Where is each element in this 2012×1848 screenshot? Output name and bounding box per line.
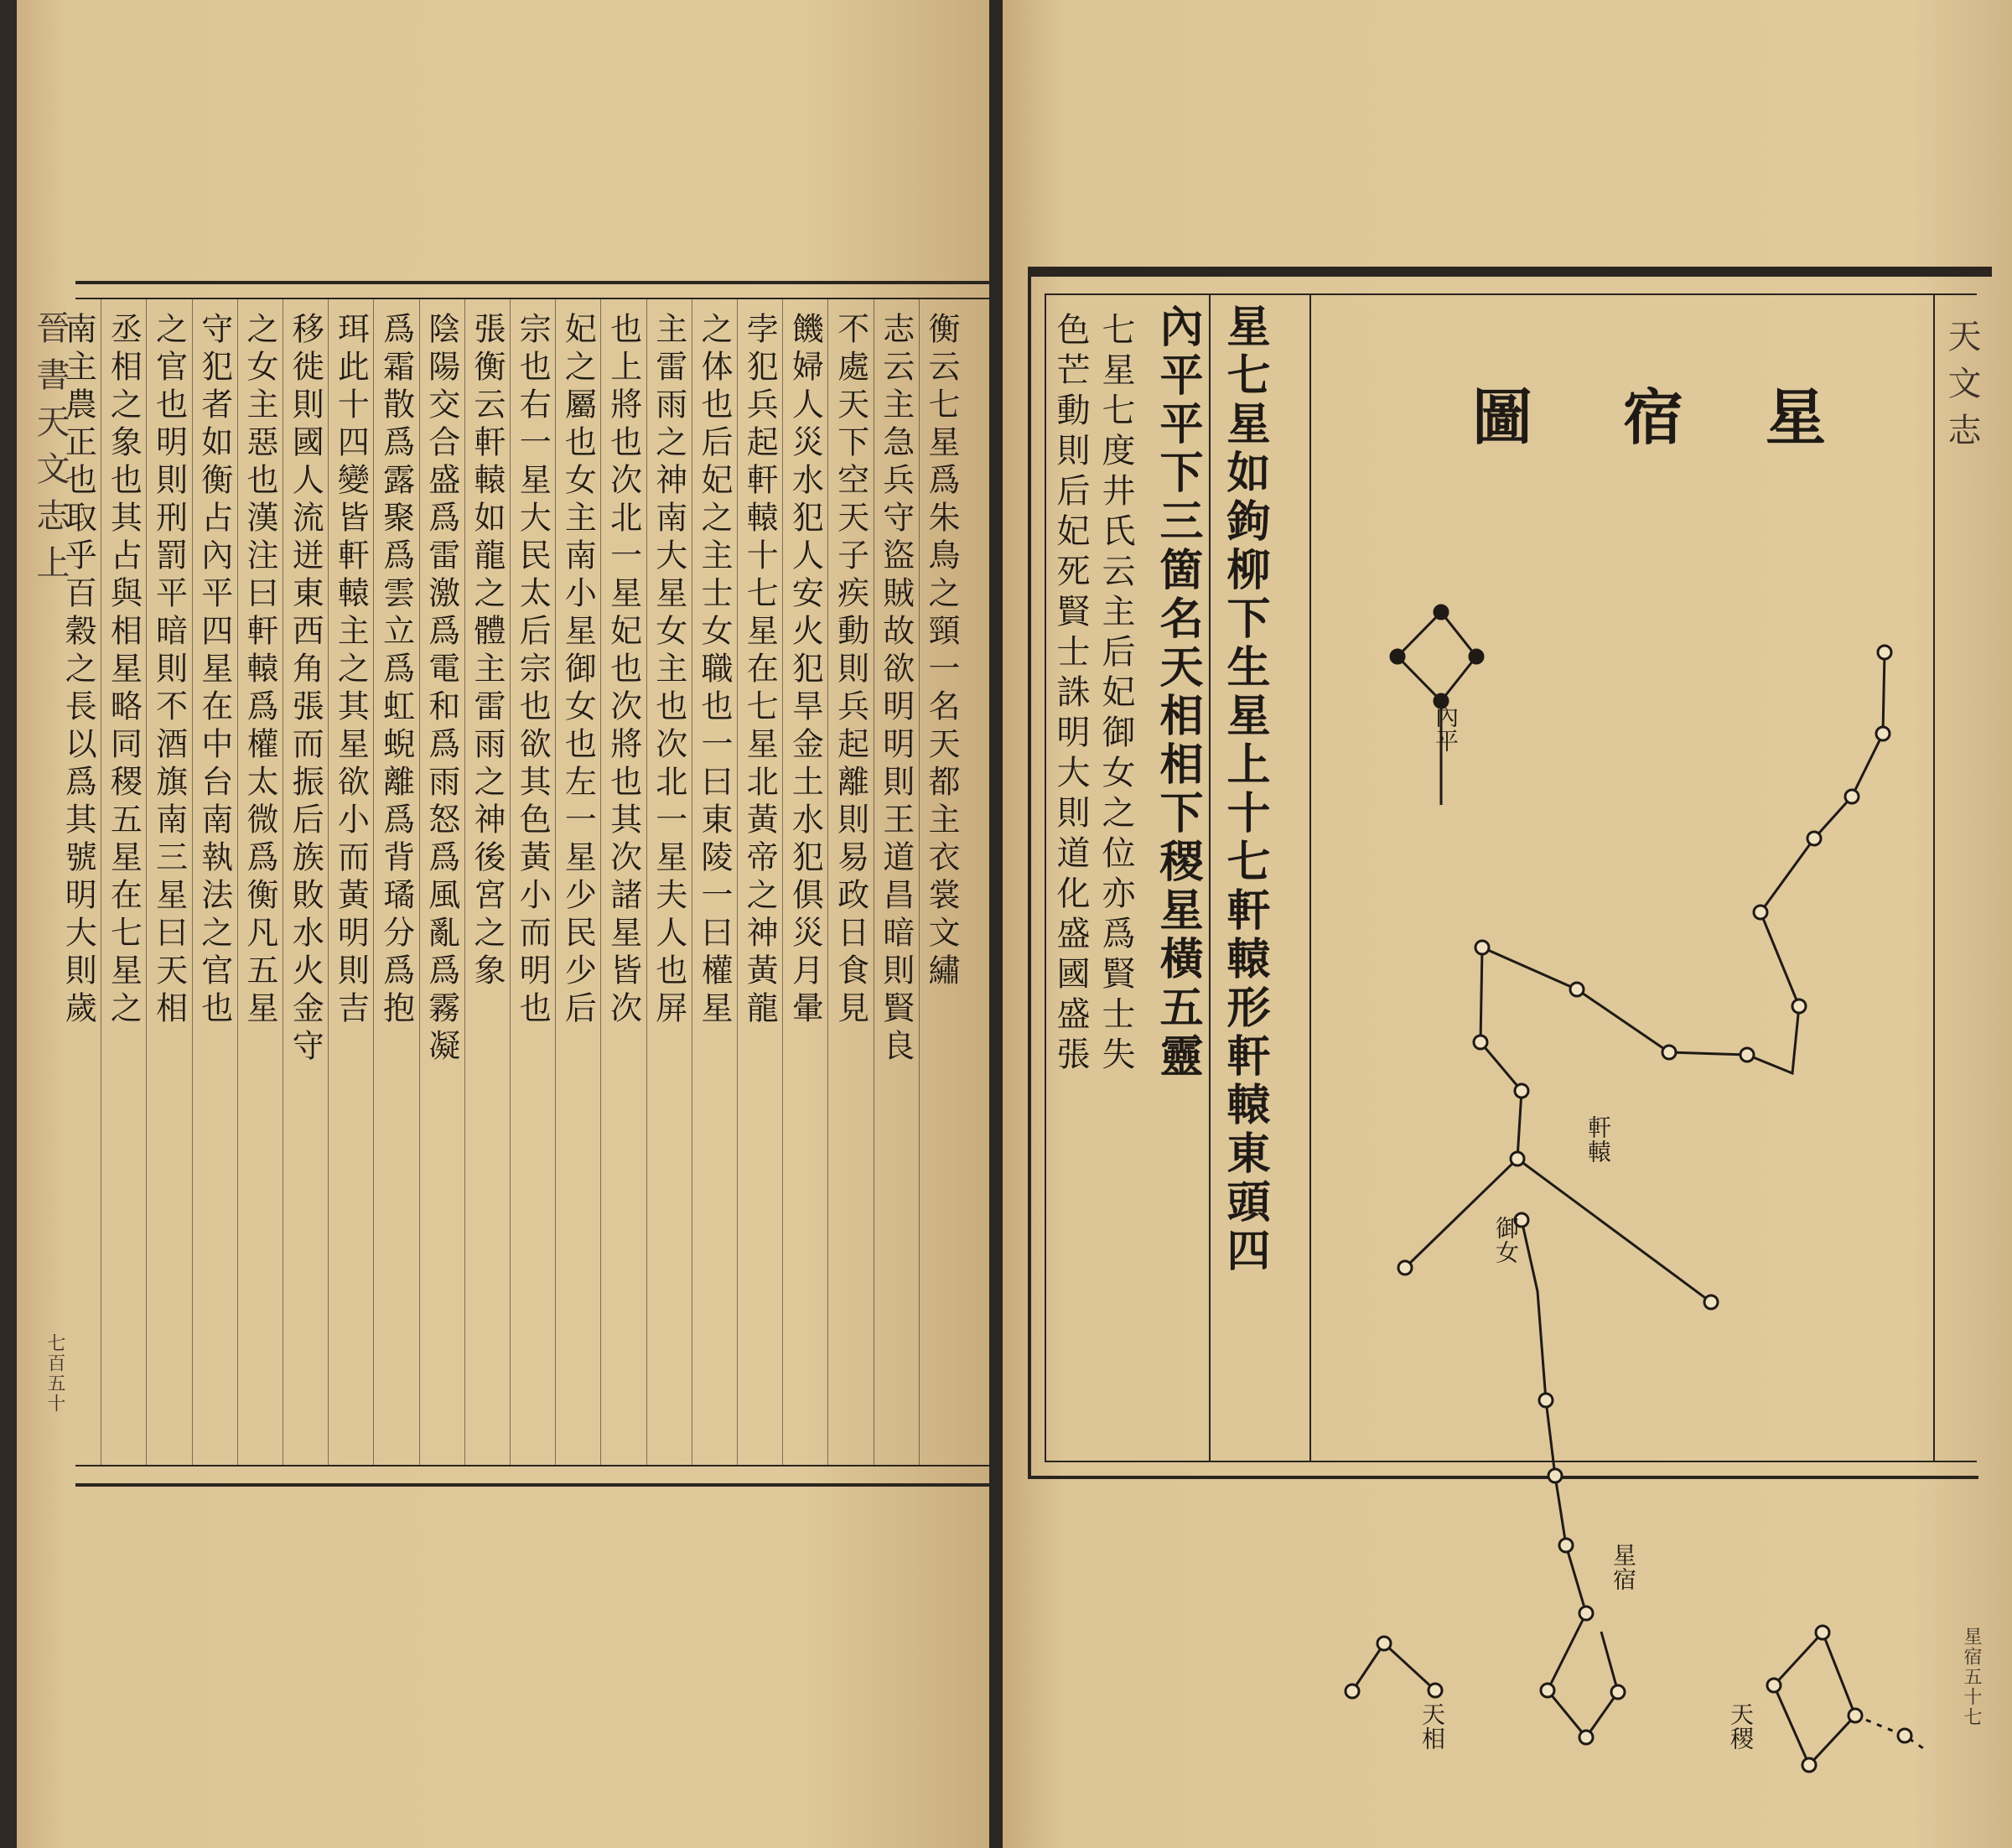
tianxiang-lines bbox=[1352, 1643, 1435, 1691]
column-rule bbox=[510, 298, 511, 1465]
text-column: 衡云七星爲朱鳥之頸一名天都主衣裳文繡 bbox=[923, 312, 960, 991]
column-rule bbox=[919, 298, 920, 1465]
star-map-diagram bbox=[1003, 0, 2012, 1848]
label-xuanyuan: 軒轅 bbox=[1584, 1115, 1612, 1164]
star-dot bbox=[1346, 1684, 1359, 1698]
star-dot bbox=[1475, 941, 1489, 954]
xuanyuan-lines bbox=[1405, 652, 1885, 1268]
column-rule bbox=[464, 298, 465, 1465]
text-column: 爲霜散爲露聚爲雲立爲虹蜺離爲背璚分爲抱 bbox=[377, 312, 415, 1029]
text-column: 丞相之象也其占與相星略同稷五星在七星之 bbox=[105, 312, 143, 1029]
label-tianxiang: 天相 bbox=[1418, 1702, 1446, 1751]
text-column: 守犯者如衡占內平四星在中台南執法之官也 bbox=[195, 312, 233, 1029]
star-dot bbox=[1816, 1626, 1829, 1639]
star-dot bbox=[1611, 1685, 1625, 1699]
star-dot bbox=[1377, 1637, 1391, 1650]
text-column: 陰陽交合盛爲雷激爲電和爲雨怒爲風亂爲霧凝 bbox=[423, 312, 460, 1067]
commentary-column-2: 色芒動則后妃死賢士誅明大則道化盛國盛張 bbox=[1051, 312, 1090, 1077]
column-rule bbox=[192, 298, 193, 1465]
star-dot bbox=[1754, 906, 1767, 919]
star-dot bbox=[1429, 1684, 1442, 1697]
label-yunu: 御女 bbox=[1492, 1216, 1520, 1264]
tianji-lines bbox=[1774, 1633, 1855, 1765]
column-rule bbox=[555, 298, 556, 1465]
star-dot bbox=[1541, 1684, 1554, 1697]
star-dot bbox=[1539, 1394, 1553, 1407]
verse-column-1: 星七星如鉤柳下生星上十七軒轅形軒轅東頭四 bbox=[1219, 304, 1270, 1276]
star-dot bbox=[1548, 1469, 1562, 1482]
text-column: 也上將也次北一星妃也次將也其次諸星皆次 bbox=[604, 312, 642, 1029]
column-rule bbox=[737, 298, 738, 1465]
column-rule bbox=[146, 298, 147, 1465]
star-dot bbox=[1876, 727, 1890, 740]
column-rule bbox=[827, 298, 828, 1465]
right-edge-page: 星宿五十七 bbox=[1961, 1627, 1982, 1727]
right-page bbox=[1003, 0, 2012, 1848]
text-column: 之女主惡也漢注曰軒轅爲權太微爲衡凡五星 bbox=[241, 312, 278, 1029]
star-dot bbox=[1662, 1046, 1676, 1059]
text-column: 珥此十四變皆軒轅主之其星欲小而黃明則吉 bbox=[332, 312, 370, 1029]
text-column: 之体也后妃之主士女職也一曰東陵一曰權星 bbox=[696, 312, 733, 1029]
text-column: 宗也右一星大民太后宗也欲其色黃小而明也 bbox=[514, 312, 552, 1029]
star-dot bbox=[1740, 1048, 1754, 1062]
diagram-title-char-2: 宿 bbox=[1623, 382, 1684, 453]
text-column: 主雷雨之神南大星女主也次北一星夫人也屏 bbox=[650, 312, 687, 1029]
star-dot bbox=[1792, 999, 1806, 1013]
text-column: 志云主急兵守盜賊故欲明明則王道昌暗則賢良 bbox=[877, 312, 915, 1067]
text-column: 張衡云軒轅如龍之體主雷雨之神後宮之象 bbox=[469, 312, 506, 991]
text-column: 不處天下空天子疾動則兵起離則易政日食見 bbox=[832, 312, 869, 1029]
neiping-lines bbox=[1398, 612, 1476, 701]
column-rule bbox=[419, 298, 420, 1465]
label-tianji: 天稷 bbox=[1727, 1702, 1755, 1751]
left-edge-title: 晉書天文志上 bbox=[31, 310, 70, 592]
star-dot bbox=[1474, 1036, 1487, 1049]
star-dot bbox=[1898, 1729, 1911, 1742]
label-neiping: 內平 bbox=[1432, 704, 1460, 753]
column-rule bbox=[373, 298, 374, 1465]
star-dot bbox=[1511, 1152, 1524, 1165]
verse-column-2: 內平平下三箇名天相相下稷星橫五靈 bbox=[1152, 304, 1203, 1082]
text-column: 孛犯兵起軒轅十七星在七星北黃帝之神黃龍 bbox=[741, 312, 779, 1029]
yunu-lines bbox=[1522, 1220, 1618, 1737]
star-dot bbox=[1878, 646, 1891, 659]
text-column: 饑婦人災水犯人安火犯旱金土水犯俱災月暈 bbox=[786, 312, 824, 1029]
star-dot bbox=[1579, 1731, 1593, 1744]
star-dot bbox=[1849, 1709, 1862, 1722]
star-dot bbox=[1470, 650, 1483, 663]
text-column: 南主農正也取乎百穀之長以爲其號明大則歲 bbox=[60, 312, 97, 1029]
text-column: 妃之屬也女主南小星御女也左一星少民少后 bbox=[559, 312, 597, 1029]
column-rule bbox=[646, 298, 647, 1465]
left-page bbox=[17, 0, 989, 1848]
star-dot bbox=[1559, 1539, 1573, 1552]
commentary-column-1: 七星七度井氏云主后妃御女之位亦爲賢士失 bbox=[1097, 312, 1135, 1077]
star-dot bbox=[1515, 1084, 1528, 1098]
diagram-title-char-3: 圖 bbox=[1472, 382, 1533, 453]
star-dot bbox=[1579, 1607, 1593, 1620]
left-edge-page: 七百五十 bbox=[44, 1333, 65, 1414]
column-rule bbox=[600, 298, 601, 1465]
column-rule bbox=[237, 298, 238, 1465]
star-dot bbox=[1398, 1261, 1412, 1274]
right-edge-title: 天文志 bbox=[1942, 319, 1981, 459]
text-column: 移徙則國人流迸東西角張而振后族敗水火金守 bbox=[287, 312, 324, 1067]
star-dot bbox=[1845, 790, 1859, 803]
text-column: 之官也明則刑罰平暗則不酒旗南三星曰天相 bbox=[150, 312, 188, 1029]
diagram-title-char-1: 星 bbox=[1766, 382, 1827, 453]
star-dot bbox=[1767, 1679, 1781, 1692]
book-spine bbox=[989, 0, 1003, 1848]
star-dot bbox=[1434, 605, 1448, 619]
star-dot bbox=[1391, 650, 1404, 663]
star-dot bbox=[1704, 1295, 1718, 1309]
label-xingsu: 星宿 bbox=[1610, 1543, 1637, 1591]
star-dot bbox=[1807, 832, 1821, 845]
star-dot bbox=[1802, 1758, 1816, 1772]
star-dot bbox=[1570, 983, 1584, 996]
column-rule bbox=[782, 298, 783, 1465]
column-rule bbox=[328, 298, 329, 1465]
